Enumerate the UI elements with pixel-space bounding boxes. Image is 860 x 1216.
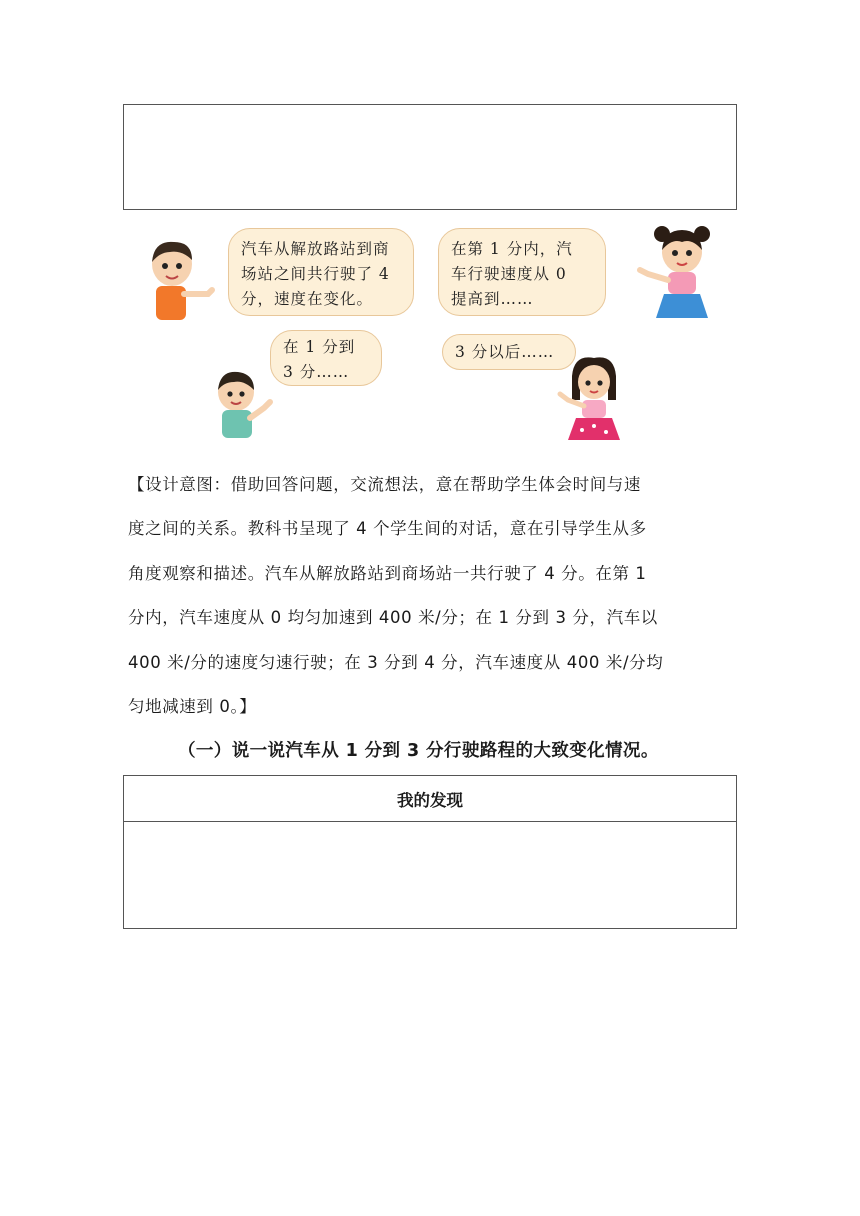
speech-bubble-2 [438, 228, 606, 316]
speech-bubble-3 [270, 330, 382, 386]
design-intent-paragraph [128, 463, 740, 729]
design-intent-line-5: 400 米/分的速度匀速行驶；在 3 分到 4 分，汽车速度从 400 米/分均 [128, 652, 664, 672]
answer-box-top [123, 104, 737, 210]
bubble-1-line-3: 分，速度在变化。 [241, 290, 374, 308]
bubble-2-line-1: 在第 1 分内，汽 [451, 240, 573, 258]
findings-table-header: 我的发现 [124, 776, 736, 822]
speech-bubble-1 [228, 228, 414, 316]
section-heading: （一）说一说汽车从 1 分到 3 分行驶路程的大致变化情况。 [178, 741, 659, 761]
bubble-3-line-2: 3 分…… [283, 363, 350, 381]
boy-character-2-icon [200, 368, 280, 444]
bubble-2-line-2: 车行驶速度从 0 [451, 265, 567, 283]
girl-character-icon [632, 222, 728, 326]
bubble-1-line-1: 汽车从解放路站到商 [241, 240, 390, 258]
findings-answer-area[interactable] [124, 822, 736, 928]
findings-table [123, 775, 737, 929]
bubble-2-line-3: 提高到…… [451, 290, 534, 308]
girl-character-2-icon [552, 356, 636, 448]
bubble-1-line-2: 场站之间共行驶了 4 [241, 265, 390, 283]
dialogue-illustration [120, 222, 740, 444]
bubble-3-line-1: 在 1 分到 [283, 338, 356, 356]
design-intent-line-1: 【设计意图：借助回答问题，交流想法，意在帮助学生体会时间与速 [128, 475, 641, 494]
bubble-4-line-1: 3 分以后…… [455, 343, 555, 361]
design-intent-line-3: 角度观察和描述。汽车从解放路站到商场站一共行驶了 4 分。在第 1 [128, 563, 647, 583]
boy-character-icon [142, 236, 222, 328]
design-intent-line-4: 分内，汽车速度从 0 均匀加速到 400 米/分；在 1 分到 3 分，汽车以 [128, 608, 658, 628]
speech-bubble-4 [442, 334, 576, 370]
design-intent-line-6: 匀地减速到 0。】 [128, 697, 257, 717]
design-intent-line-2: 度之间的关系。教科书呈现了 4 个学生间的对话，意在引导学生从多 [128, 519, 647, 539]
